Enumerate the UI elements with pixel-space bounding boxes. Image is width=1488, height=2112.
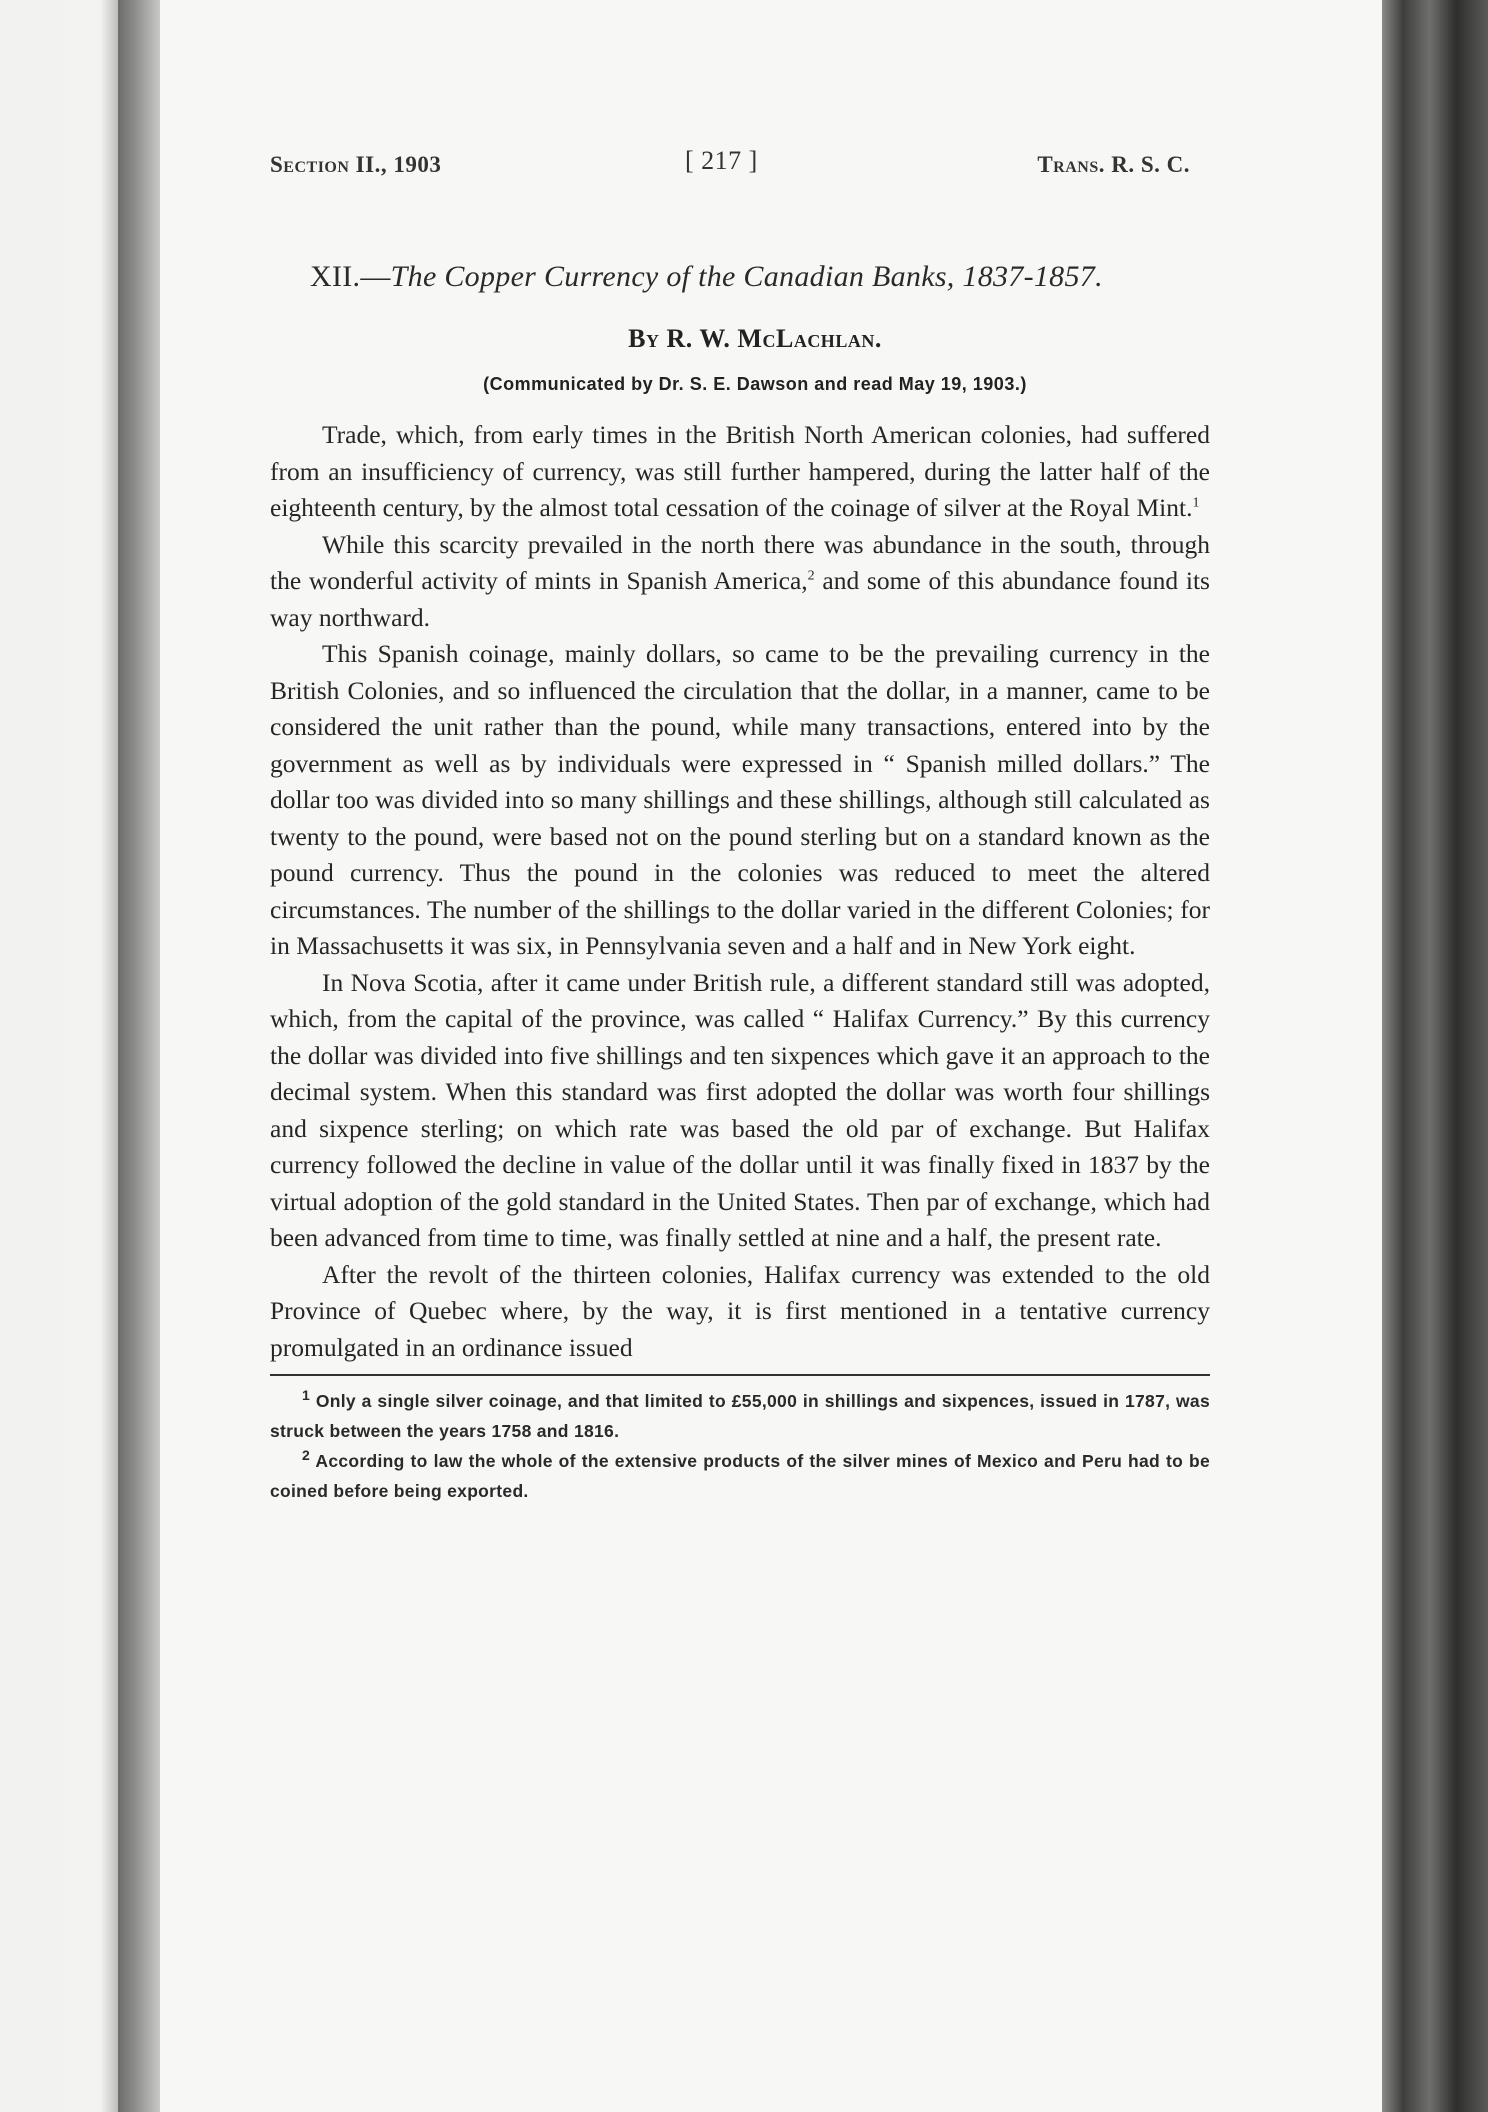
footnote [270,1446,1210,1506]
footnote [270,1386,1210,1446]
footnotes [270,1386,1210,1506]
footnote-mark: 2 [302,1447,311,1464]
article-title-text: The Copper Currency of the Canadian Banks, 1837-1857. [390,260,1103,293]
footnote-mark: 1 [302,1387,311,1404]
paragraph [270,965,1210,1257]
footnote-text: According to law the whole of the extensive products of the silver mines of Mexico and Peru had to be coined before being exported. [270,1451,1211,1501]
paragraph [270,527,1210,637]
paragraph-text: While this scarcity prevailed in the north there was abundance in the south, through the wonderful activity of mints in Spanish America, [270,529,1210,595]
book-gutter [118,0,160,2112]
paragraph [270,636,1210,965]
paragraph [270,1257,1210,1367]
page-content [270,140,1210,1506]
paragraph-text: Trade, which, from early times in the British North American colonies, had suffered from an insufficiency of currency, was still further hampered, during the latter half of the eighteenth century, by the almost total cessation of the coinage of silver at the Royal Mint. [270,420,1210,522]
running-head-section: Section II., 1903 [270,152,442,177]
book-edge [1382,0,1488,2112]
communication-note: (Communicated by Dr. S. E. Dawson and read May 19, 1903.) [483,374,1027,394]
footnote-text: Only a single silver coinage, and that limited to £55,000 in shillings and sixpences, issued in 1787, was struck between the years 1758 and 1816. [270,1391,1210,1441]
paragraph-text: After the revolt of the thirteen colonies, Halifax currency was extended to the old Province of Quebec where, by the way, it is first mentioned in a tentative currency promulgated in an ordinance issued [270,1259,1210,1362]
running-head [270,140,1210,177]
footnote-ref: 2 [807,568,815,584]
author-byline: By R. W. McLachlan. [628,324,882,353]
running-head-journal: Trans. R. S. C. [1037,152,1190,177]
facing-page-edge [0,0,118,2112]
page-number: [ 217 ] [685,146,758,175]
paragraph-text: In Nova Scotia, after it came under British rule, a different standard still was adopted, which, from the capital of the province, was called “ Halifax Currency.” By this currency the dollar was divided into five shillings and ten sixpences which gave it an approach to the decimal system. When this standard was first adopted the dollar was worth four shillings and sixpence sterling; on which rate was based the old par of exchange. But Halifax currency followed the decline in value of the dollar until it was finally fixed in 1837 by the virtual adoption of the gold standard in the United States. Then par of exchange, which had been advanced from time to time, was finally settled at nine and a half, the present rate. [270,967,1210,1252]
paragraph-text: This Spanish coinage, mainly dollars, so came to be the prevailing currency in the British Colonies, and so influenced the circulation that the dollar, in a manner, came to be considered the unit rather than the pound, while many transactions, entered into by the government as well as by individuals were expressed in “ Spanish milled dollars.” The dollar too was divided into so many shillings and these shillings, although still calculated as twenty to the pound, were based not on the pound sterling but on a standard known as the pound currency. Thus the pound in the colonies was reduced to meet the altered circumstances. The number of the shillings to the dollar varied in the different Colonies; for in Massachusetts it was six, in Pennsylvania seven and a half and in New York eight. [270,639,1210,960]
body-text [270,417,1210,1366]
article-number: XII.— [310,260,391,293]
article-title [310,260,1210,294]
paragraph [270,417,1210,527]
paragraph-text: and some of this abundance found its way northward. [270,566,1210,632]
footnote-divider [270,1374,1210,1376]
footnote-ref: 1 [1192,495,1200,511]
